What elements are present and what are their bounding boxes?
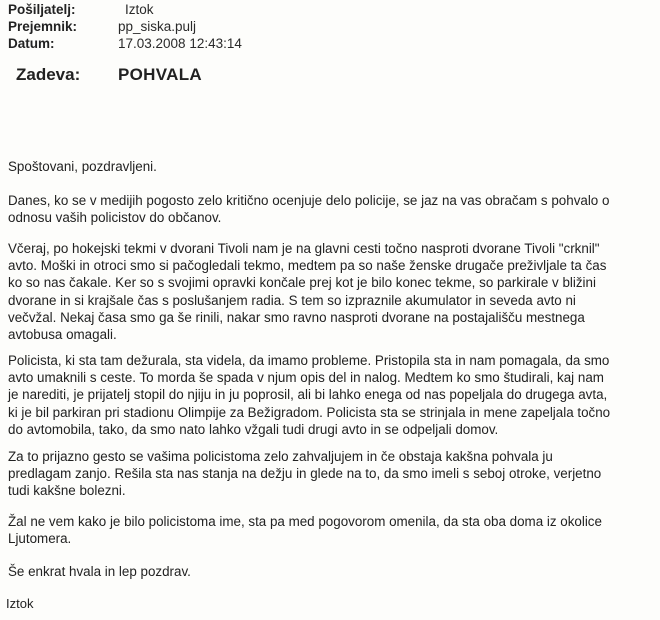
subject-value: POHVALA <box>118 65 202 84</box>
recipient-label: Prejemnik: <box>8 19 78 34</box>
signature: Iztok <box>6 596 34 611</box>
subject-label: Zadeva: <box>16 65 81 84</box>
paragraph-3: Policista, ki sta tam dežurala, sta videla, da imamo probleme. Pristopila sta in nam pomagala, da smo avto umaknili s ceste. To morda še spada v njum opis del in nalog. Medtem ko smo študirali, kaj nam je narediti, je prijatelj stopil do njiju in ju poprosil, ali bi lahko enega od nas popeljala do drugega avta, ki je bil parkiran pri stadionu Olimpije za Bežigradom. Policista sta se strinjala in mene zapeljala točno do avtomobila, tako, da smo nato lahko vžgali tudi drugi avto in se odpeljali domov. <box>8 353 611 437</box>
paragraph-5: Žal ne vem kako je bilo policistoma ime, sta pa med pogovorom omenila, da sta oba doma iz okolice Ljutomera. <box>8 514 602 547</box>
sender-label: Pošiljatelj: <box>8 2 76 17</box>
date-label: Datum: <box>8 36 55 51</box>
paragraph-4: Za to prijazno gesto se vašima policistoma zelo zahvaljujem in če obstaja kakšna pohvala ju predlagam zanjo. Rešila sta nas stanja na dežju in glede na to, da smo imeli s seboj otroke, verjetno tudi kakšne bolezni. <box>8 449 602 499</box>
sender-row <box>8 2 154 18</box>
paragraph-6: Še enkrat hvala in lep pozdrav. <box>8 564 191 579</box>
recipient-value: pp_siska.pulj <box>118 19 197 34</box>
recipient-row <box>8 19 196 35</box>
paragraph-1: Danes, ko se v medijih pogosto zelo kritično ocenjuje delo policije, se jaz na vas obračam s pohvalo o odnosu vaših policistov do občanov. <box>8 193 610 226</box>
date-value: 17.03.2008 12:43:14 <box>118 36 242 51</box>
greeting: Spoštovani, pozdravljeni. <box>8 159 157 174</box>
date-row <box>8 36 242 52</box>
paragraph-2: Včeraj, po hokejski tekmi v dvorani Tivoli nam je na glavni cesti točno nasproti dvorane Tivoli "crknil" avto. Moški in otroci smo si pačogledali tekmo, medtem pa so naše ženske drugače preživljale ta čas ko so nas čakale. Ker so s svojimi opravki končale prej kot je bilo konec tekme, so parkirale v bližini dvorane in si krajšale čas s poslušanjem radia. S tem so izpraznile akumulator in seveda avto ni večvžal. Nekaj časa smo ga še rinili, nakar smo ravno nasproti dvorane na postajališču mestnega avtobusa omagali. <box>8 241 607 343</box>
sender-value: Iztok <box>125 2 154 17</box>
